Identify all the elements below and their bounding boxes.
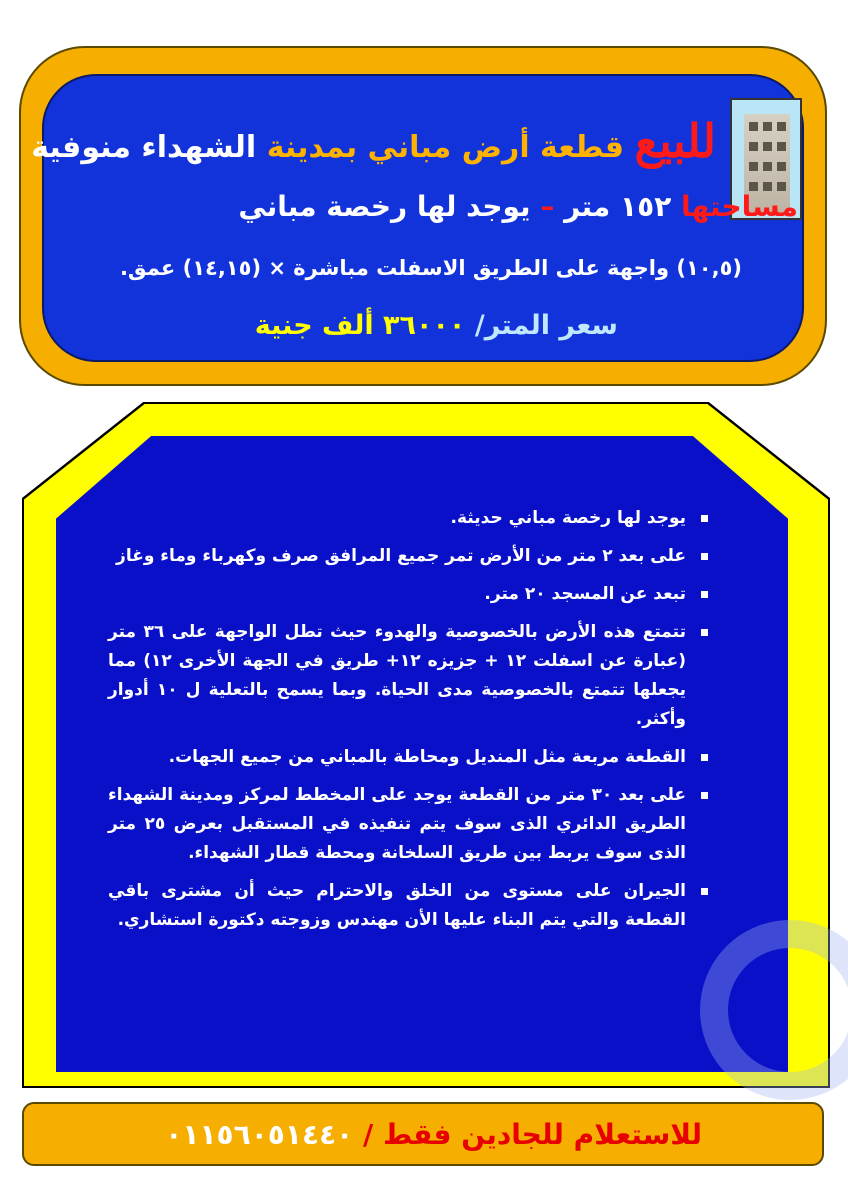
bullet-icon xyxy=(701,591,708,598)
bullet-icon xyxy=(701,629,708,636)
list-item: يوجد لها رخصة مباني حديثة. xyxy=(108,504,708,533)
price-value: ٣٦٠٠٠ ألف جنية xyxy=(254,310,466,341)
list-item: القطعة مربعة مثل المنديل ومحاطة بالمباني من جميع الجهات. xyxy=(108,743,708,772)
bullet-icon xyxy=(701,553,708,560)
area-dash: – xyxy=(540,190,555,223)
headline-white-text: الشهداء منوفية xyxy=(31,130,257,165)
price-line xyxy=(255,310,618,341)
area-value: ١٥٢ متر xyxy=(564,190,672,223)
list-item: تبعد عن المسجد ٢٠ متر. xyxy=(108,580,708,609)
list-item: على بعد ٣٠ متر من القطعة يوجد على المخطط لمركز ومدينة الشهداء الطريق الدائري الذى سوف يتم تنفيذه في المستقبل بعرض ٢٥ متر الذى سوف يربط بين طريق السلخانة ومحطة قطار الشهداء. xyxy=(108,781,708,868)
for-sale-word: للبيع xyxy=(634,114,716,168)
bullet-icon xyxy=(701,754,708,761)
headline-gold-text: قطعة أرض مباني بمدينة xyxy=(266,130,625,165)
price-label: سعر المتر/ xyxy=(474,310,618,341)
area-label: مساحتها xyxy=(681,190,798,223)
features-list xyxy=(108,504,708,944)
bullet-icon xyxy=(701,792,708,799)
bullet-icon xyxy=(701,888,708,895)
list-item: على بعد ٢ متر من الأرض تمر جميع المرافق صرف وكهرباء وماء وغاز xyxy=(108,542,708,571)
list-item: الجيران على مستوى من الخلق والاحترام حيث أن مشترى باقي القطعة والتي يتم البناء عليها الأن مهندس وزوجته دكتورة استشاري. xyxy=(108,877,708,935)
bullet-icon xyxy=(701,515,708,522)
license-text: يوجد لها رخصة مباني xyxy=(238,190,531,223)
list-item: تتمتع هذه الأرض بالخصوصية والهدوء حيث تطل الواجهة على ٣٦ متر (عبارة عن اسفلت ١٢ + جزيزه ١٢+ طريق في الجهة الأخرى ١٢) مما يجعلها تتمتع بالخصوصية مدى الحياة. وبما يسمح بالتعلية ل ١٠ أدوار وأكثر. xyxy=(108,618,708,734)
dimensions-line: (١٠,٥) واجهة على الطريق الاسفلت مباشرة × (١٤,١٥) عمق. xyxy=(119,256,742,280)
area-line xyxy=(238,190,798,223)
phone-number[interactable]: ٠١١٥٦٠٥١٤٤٠ xyxy=(165,1118,354,1151)
headline xyxy=(31,114,716,168)
contact-label: للاستعلام للجادين فقط / xyxy=(363,1118,702,1151)
contact-line xyxy=(165,1118,702,1151)
